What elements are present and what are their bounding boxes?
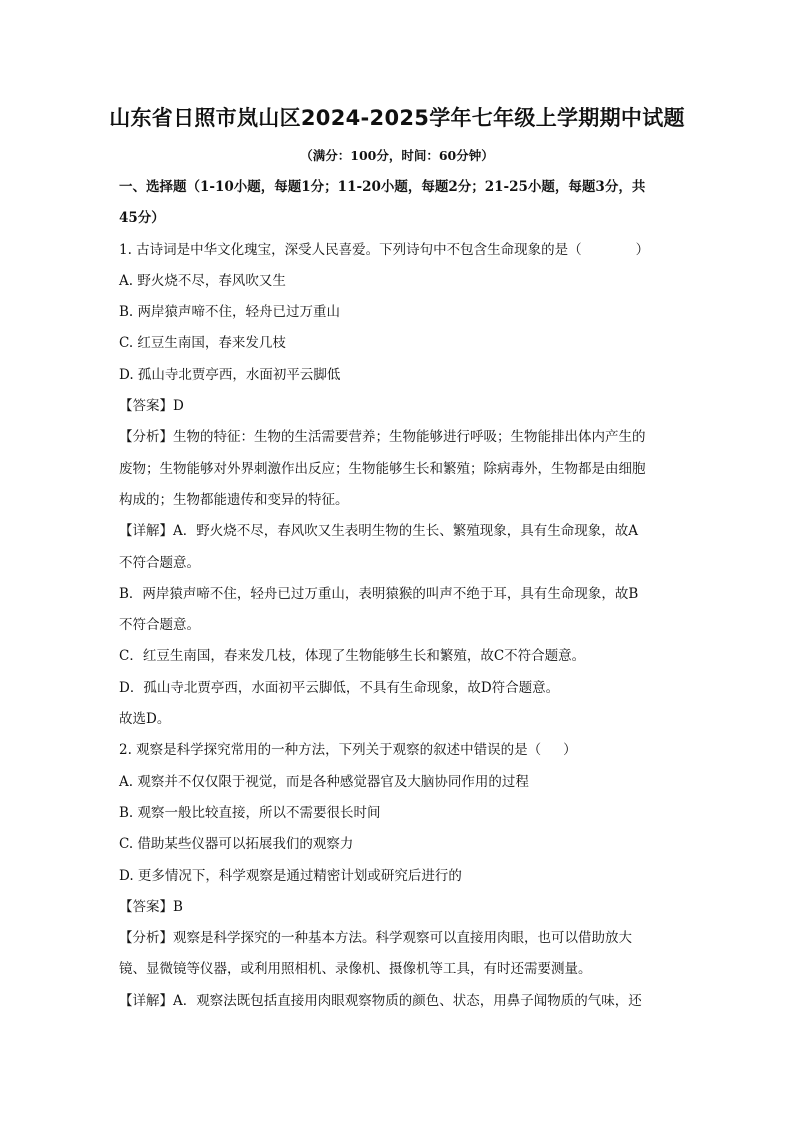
detail-paragraph: 【详解】A．野火烧不尽，春风吹又生表明生物的生长、繁殖现象，具有生命现象，故A: [119, 523, 638, 540]
analysis-paragraph: 【分析】生物的特征：生物的生活需要营养；生物能够进行呼吸；生物能排出体内产生的: [119, 429, 646, 446]
option-b: B. 两岸猿声啼不住，轻舟已过万重山: [119, 304, 341, 321]
detail-paragraph: C．红豆生南国，春来发几枝，体现了生物能够生长和繁殖，故C不符合题意。: [119, 648, 586, 665]
analysis-paragraph: 镜、显微镜等仪器，或利用照相机、录像机、摄像机等工具，有时还需要测量。: [119, 961, 592, 978]
detail-paragraph: 【详解】A．观察法既包括直接用肉眼观察物质的颜色、状态，用鼻子闻物质的气味，还: [119, 992, 642, 1009]
analysis-paragraph: 【分析】观察是科学探究的一种基本方法。科学观察可以直接用肉眼，也可以借助放大: [119, 930, 632, 947]
analysis-paragraph: 构成的；生物都能遗传和变异的特征。: [119, 491, 349, 508]
answer-line: 【答案】D: [119, 398, 184, 415]
document-body: [119, 172, 679, 1017]
question-stem-close: ）: [563, 742, 577, 759]
section-heading: 一、选择题（1-10小题，每题1分；11-20小题，每题2分；21-25小题，每题3分，共: [119, 179, 646, 195]
question-stem: [119, 235, 679, 266]
analysis-paragraph: 废物；生物能够对外界刺激作出反应；生物能够生长和繁殖；除病毒外，生物都是由细胞: [119, 460, 646, 477]
answer-line: 【答案】B: [119, 898, 183, 915]
detail-paragraph: 不符合题意。: [119, 617, 200, 634]
question-stem-close: ）: [635, 241, 650, 258]
option-d: D. 更多情况下，科学观察是通过精密计划或研究后进行的: [119, 867, 462, 884]
option-a: A. 野火烧不尽，春风吹又生: [119, 272, 286, 289]
detail-paragraph: 不符合题意。: [119, 554, 200, 571]
detail-paragraph: D．孤山寺北贾亭西，水面初平云脚低，不具有生命现象，故D符合题意。: [119, 679, 560, 696]
question-stem: [119, 735, 679, 766]
detail-paragraph: B．两岸猿声啼不住，轻舟已过万重山，表明猿猴的叫声不绝于耳，具有生命现象，故B: [119, 585, 639, 602]
question-stem-text: 2. 观察是科学探究常用的一种方法，下列关于观察的叙述中错误的是（: [119, 742, 542, 759]
conclusion-line: 故选D。: [119, 711, 171, 728]
option-c: C. 借助某些仪器可以拓展我们的观察力: [119, 836, 354, 853]
page-title: 山东省日照市岚山区2024-2025学年七年级上学期期中试题: [109, 106, 685, 130]
option-a: A. 观察并不仅仅限于视觉，而是各种感觉器官及大脑协同作用的过程: [119, 773, 529, 790]
option-b: B. 观察一般比较直接，所以不需要很长时间: [119, 804, 381, 821]
option-d: D. 孤山寺北贾亭西，水面初平云脚低: [119, 366, 341, 383]
section-heading-cont: 45分）: [119, 210, 165, 227]
question-stem-text: 1. 古诗词是中华文化瑰宝，深受人民喜爱。下列诗句中不包含生命现象的是（: [119, 241, 582, 258]
option-c: C. 红豆生南国，春来发几枝: [119, 335, 286, 352]
exam-info: （满分：100分，时间：60分钟）: [300, 148, 494, 163]
